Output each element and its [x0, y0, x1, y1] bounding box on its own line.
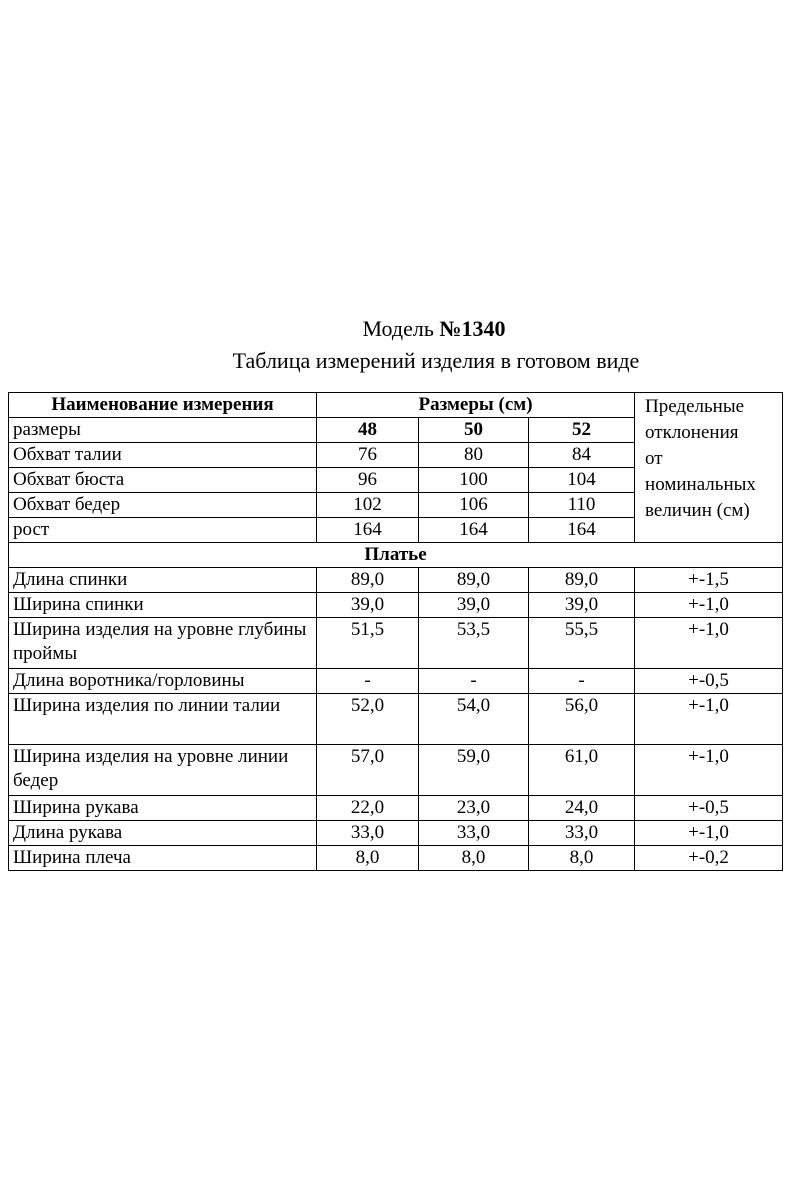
- model-number: №1340: [439, 316, 506, 341]
- section-title: Платье: [9, 543, 783, 568]
- size-value: 48: [317, 418, 419, 443]
- table-row: [9, 745, 783, 796]
- table-row: [9, 821, 783, 846]
- section-row: [9, 543, 783, 568]
- table-row: [9, 593, 783, 618]
- row-value: 8,0: [317, 846, 419, 871]
- row-value: 24,0: [529, 796, 635, 821]
- size-value: 84: [529, 443, 635, 468]
- table-row: [9, 694, 783, 745]
- row-label: Длина воротника/горловины: [9, 669, 317, 694]
- row-value: -: [419, 669, 529, 694]
- row-value: -: [529, 669, 635, 694]
- header-measure: Наименование измерения: [9, 393, 317, 418]
- row-value: -: [317, 669, 419, 694]
- row-label: Ширина изделия по линии талии: [9, 694, 317, 745]
- size-value: 110: [529, 493, 635, 518]
- row-value: 54,0: [419, 694, 529, 745]
- row-value: 59,0: [419, 745, 529, 796]
- row-tolerance: +-0,2: [635, 846, 783, 871]
- row-value: 39,0: [529, 593, 635, 618]
- table-row: [9, 618, 783, 669]
- row-tolerance: +-0,5: [635, 796, 783, 821]
- tolerance-line: от: [645, 448, 663, 469]
- size-label: размеры: [9, 418, 317, 443]
- size-value: 164: [419, 518, 529, 543]
- size-label: рост: [9, 518, 317, 543]
- row-label: Ширина плеча: [9, 846, 317, 871]
- tolerance-line: отклонения: [645, 422, 739, 443]
- size-value: 96: [317, 468, 419, 493]
- row-value: 33,0: [529, 821, 635, 846]
- size-value: 76: [317, 443, 419, 468]
- table-subtitle: Таблица измерений изделия в готовом виде: [232, 348, 640, 373]
- size-value: 50: [419, 418, 529, 443]
- size-label: Обхват бедер: [9, 493, 317, 518]
- row-label: Ширина изделия на уровне глубины проймы: [9, 618, 317, 669]
- row-value: 89,0: [529, 568, 635, 593]
- size-value: 164: [529, 518, 635, 543]
- tolerance-line: величин (см): [645, 500, 750, 521]
- row-label: Длина рукава: [9, 821, 317, 846]
- size-value: 52: [529, 418, 635, 443]
- tolerance-line: номинальных: [645, 474, 756, 495]
- row-value: 89,0: [419, 568, 529, 593]
- row-label: Ширина изделия на уровне линии бедер: [9, 745, 317, 796]
- row-tolerance: +-1,0: [635, 593, 783, 618]
- size-label: Обхват бюста: [9, 468, 317, 493]
- size-value: 106: [419, 493, 529, 518]
- row-tolerance: +-1,0: [635, 745, 783, 796]
- header-row: [9, 393, 783, 418]
- size-value: 102: [317, 493, 419, 518]
- row-value: 39,0: [317, 593, 419, 618]
- size-label: Обхват талии: [9, 443, 317, 468]
- size-value: 80: [419, 443, 529, 468]
- row-value: 53,5: [419, 618, 529, 669]
- size-value: 104: [529, 468, 635, 493]
- row-value: 8,0: [529, 846, 635, 871]
- row-tolerance: +-1,0: [635, 694, 783, 745]
- row-label: Ширина рукава: [9, 796, 317, 821]
- row-value: 8,0: [419, 846, 529, 871]
- row-value: 33,0: [419, 821, 529, 846]
- row-value: 55,5: [529, 618, 635, 669]
- row-value: 33,0: [317, 821, 419, 846]
- row-value: 39,0: [419, 593, 529, 618]
- table-row: [9, 796, 783, 821]
- row-value: 61,0: [529, 745, 635, 796]
- size-value: 100: [419, 468, 529, 493]
- row-value: 56,0: [529, 694, 635, 745]
- model-title-prefix: Модель: [362, 316, 440, 341]
- row-value: 23,0: [419, 796, 529, 821]
- header-sizes: Размеры (см): [317, 393, 635, 418]
- table-row: [9, 846, 783, 871]
- row-value: 51,5: [317, 618, 419, 669]
- row-value: 57,0: [317, 745, 419, 796]
- row-label: Длина спинки: [9, 568, 317, 593]
- row-tolerance: +-1,0: [635, 618, 783, 669]
- model-title: [0, 314, 800, 344]
- header-tolerance: [635, 393, 783, 543]
- table-row: [9, 568, 783, 593]
- size-value: 164: [317, 518, 419, 543]
- row-value: 52,0: [317, 694, 419, 745]
- table-row: [9, 669, 783, 694]
- row-tolerance: +-0,5: [635, 669, 783, 694]
- row-value: 89,0: [317, 568, 419, 593]
- measurements-table: [8, 392, 783, 871]
- row-label: Ширина спинки: [9, 593, 317, 618]
- row-tolerance: +-1,5: [635, 568, 783, 593]
- row-tolerance: +-1,0: [635, 821, 783, 846]
- row-value: 22,0: [317, 796, 419, 821]
- tolerance-line: Предельные: [645, 396, 745, 417]
